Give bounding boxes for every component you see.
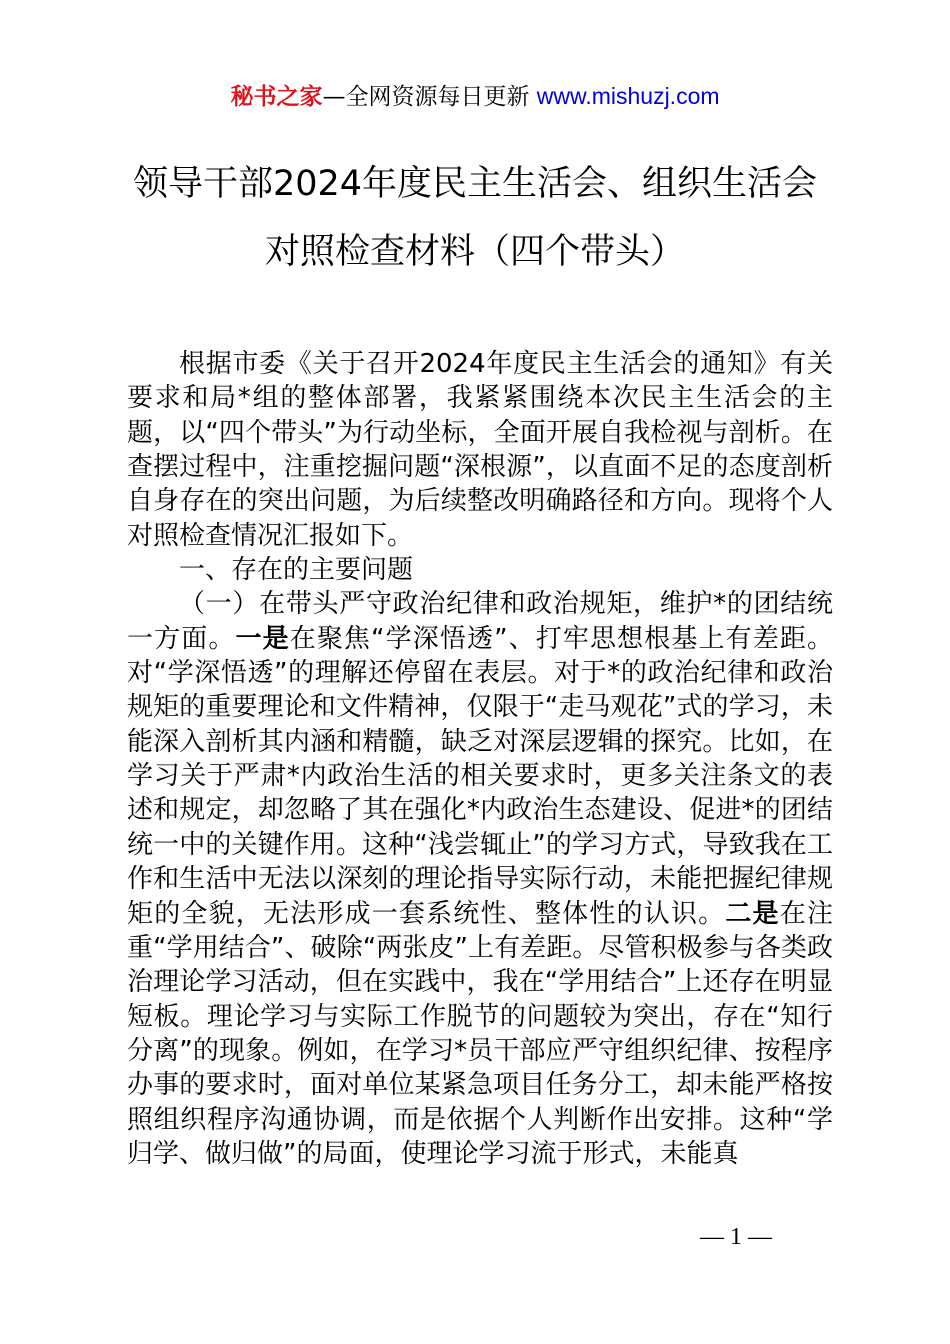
site-brand: 秘书之家 bbox=[230, 84, 323, 110]
point-1-text: 在聚焦“学深悟透”、打牢思想根基上有差距。对“学深悟透”的理解还停留在表层。对于*的政治纪律和政治规矩的重要理论和文件精神，仅限于“走马观花”式的学习，未能深入剖析其内涵和精髓，缺乏对深层逻辑的探究。比如，在学习关于严肃*内政治生活的相关要求时，更多关注条文的表述和规定，却忽略了其在强化*内政治生态建设、促进*的团结统一中的关键作用。这种“浅尝辄止”的学习方式，导致我在工作和生活中无法以深刻的理论指导实际行动，未能把握纪律规矩的全貌，无法形成一套系统性、整体性的认识。 bbox=[127, 623, 833, 929]
document-body bbox=[127, 347, 833, 1171]
point-2-label: 二是 bbox=[725, 898, 780, 929]
point-1-label: 一是 bbox=[235, 623, 290, 654]
document-title-line-2: 对照检查材料（四个带头） bbox=[264, 232, 685, 272]
subsection-paragraph bbox=[127, 587, 833, 1171]
subsection-heading: （一）在带头严守政治纪律和政治规矩，维护*的团结统一方面。 bbox=[127, 589, 833, 654]
point-2-text: 在注重“学用结合”、破除“两张皮”上有差距。尽管积极参与各类政治理论学习活动，但在实践中，我在“学用结合”上还存在明显短板。理论学习与实际工作脱节的问题较为突出，存在“知行分离”的现象。例如，在学习*员干部应严守组织纪律、按程序办事的要求时，面对单位某紧急项目任务分工，却未能严格按照组织程序沟通协调，而是依据个人判断作出安排。这种“学归学、做归做”的局面，使理论学习流于形式，未能真 bbox=[127, 898, 833, 1169]
site-tagline: —全网资源每日更新 bbox=[322, 84, 537, 110]
page-number: — 1 — bbox=[700, 1224, 772, 1250]
section-heading: 一、存在的主要问题 bbox=[179, 555, 414, 586]
site-url-link[interactable]: www.mishuzj.com bbox=[536, 83, 720, 109]
intro-paragraph: 根据市委《关于召开2024年度民主生活会的通知》有关要求和局*组的整体部署，我紧紧围绕本次民主生活会的主题，以“四个带头”为行动坐标，全面开展自我检视与剖析。在查摆过程中，注重挖掘问题“深根源”，以直面不足的态度剖析自身存在的突出问题，为后续整改明确路径和方向。现将个人对照检查情况汇报如下。 bbox=[127, 349, 833, 551]
site-header bbox=[0, 80, 950, 113]
document-title-line-1: 领导干部2024年度民主生活会、组织生活会 bbox=[132, 164, 818, 204]
